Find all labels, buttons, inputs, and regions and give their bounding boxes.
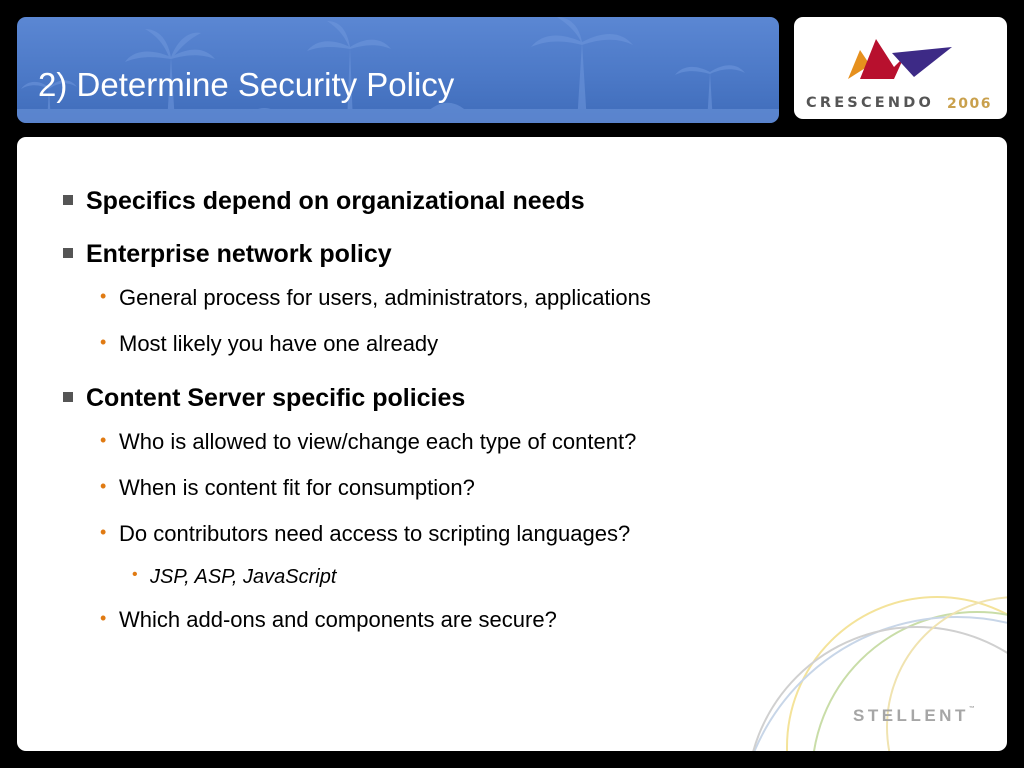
square-bullet (63, 392, 73, 402)
sub-bullet-who-allowed: Who is allowed to view/change each type of content? (119, 429, 637, 454)
orange-dot-bullet: • (100, 286, 107, 306)
crescendo-year: 2006 (947, 96, 992, 112)
orange-dot-bullet: • (100, 476, 107, 496)
square-bullet (63, 248, 73, 258)
orange-dot-bullet: • (100, 522, 107, 542)
trademark-symbol: ™ (968, 706, 975, 712)
sub-bullet-scripting: Do contributors need access to scripting languages? (119, 521, 631, 546)
bullet-specifics: Specifics depend on organizational needs (86, 187, 585, 215)
sub-bullet-content-fit: When is content fit for consumption? (119, 475, 475, 500)
sub-bullet-general-process: General process for users, administrators, applications (119, 285, 651, 310)
crescendo-wordmark: CRESCENDO (806, 95, 934, 111)
crescendo-logo (794, 17, 1007, 119)
orange-dot-bullet: • (132, 566, 138, 583)
sub-bullet-addons: Which add-ons and components are secure? (119, 607, 557, 632)
stellent-logo (853, 706, 975, 726)
orange-dot-bullet: • (100, 332, 107, 352)
title-bar (17, 17, 779, 123)
bullet-enterprise-policy: Enterprise network policy (86, 240, 392, 268)
square-bullet (63, 195, 73, 205)
content-panel (17, 137, 1007, 751)
orange-dot-bullet: • (100, 430, 107, 450)
slide-title: 2) Determine Security Policy (38, 66, 455, 103)
sub-bullet-have-one: Most likely you have one already (119, 331, 439, 356)
orange-dot-bullet: • (100, 608, 107, 628)
stellent-wordmark: STELLENT (853, 706, 969, 725)
sub-sub-bullet-languages: JSP, ASP, JavaScript (150, 566, 337, 588)
bullet-content-server-policies: Content Server specific policies (86, 384, 466, 412)
